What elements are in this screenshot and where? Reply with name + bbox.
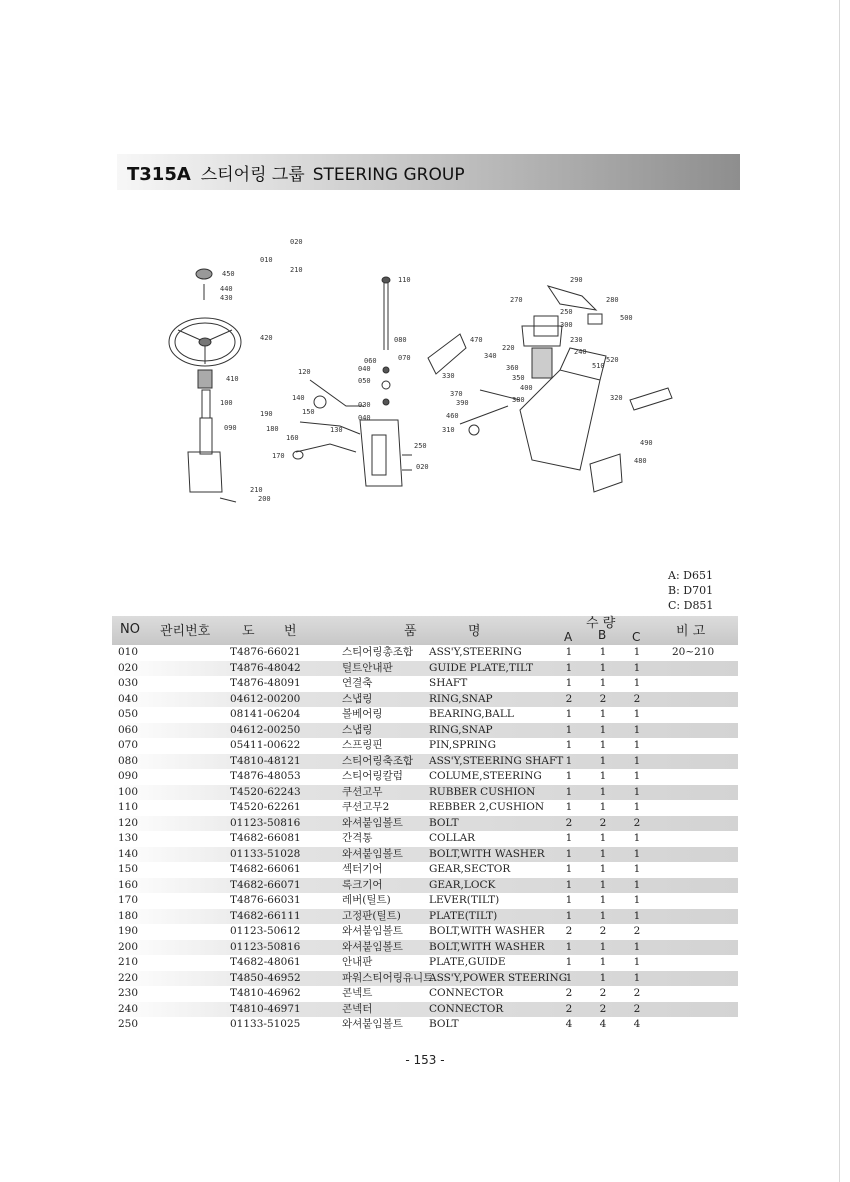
cell-no: 170 bbox=[118, 894, 139, 906]
header-part-no-1: 도 bbox=[242, 624, 255, 639]
svg-text:210: 210 bbox=[290, 266, 303, 274]
svg-text:320: 320 bbox=[610, 394, 623, 402]
cell-no: 040 bbox=[118, 692, 139, 705]
svg-text:100: 100 bbox=[220, 399, 233, 407]
cell-qty-b: 1 bbox=[599, 785, 607, 798]
cell-no: 060 bbox=[118, 723, 139, 736]
cell-part-number: T4876-66031 bbox=[230, 894, 301, 906]
cell-name-korean: 스티어링칼럼 bbox=[342, 770, 403, 782]
cell-name-korean: 섹터기어 bbox=[342, 863, 383, 875]
svg-text:050: 050 bbox=[358, 377, 371, 385]
cell-qty-a: 1 bbox=[565, 832, 573, 844]
cell-name-korean: 와셔붙임볼트 bbox=[342, 847, 403, 860]
table-row bbox=[112, 940, 738, 956]
cell-name-english: ASS'Y,POWER STEERING bbox=[429, 971, 568, 984]
cell-part-number: T4850-46952 bbox=[230, 971, 301, 984]
svg-text:250: 250 bbox=[560, 308, 573, 316]
svg-text:520: 520 bbox=[606, 356, 619, 364]
svg-text:150: 150 bbox=[302, 408, 315, 416]
table-row bbox=[112, 955, 738, 971]
cell-part-number: T4876-66021 bbox=[230, 646, 301, 658]
cell-qty-a: 2 bbox=[565, 987, 573, 999]
cell-qty-c: 1 bbox=[633, 863, 641, 875]
cell-name-english: REBBER 2,CUSHION bbox=[429, 801, 545, 813]
cell-name-english: GEAR,SECTOR bbox=[429, 863, 511, 875]
table-row bbox=[112, 862, 738, 878]
legend-item: C: D851 bbox=[668, 599, 714, 612]
svg-text:280: 280 bbox=[606, 296, 619, 304]
cell-qty-c: 2 bbox=[633, 1002, 641, 1015]
cell-name-korean: 와셔붙임볼트 bbox=[342, 925, 403, 937]
cell-qty-a: 1 bbox=[565, 878, 573, 891]
table-row bbox=[112, 1017, 738, 1033]
svg-text:430: 430 bbox=[220, 294, 233, 302]
table-row bbox=[112, 816, 738, 832]
table-row bbox=[112, 723, 738, 739]
cell-name-korean: 스냅링 bbox=[342, 723, 373, 736]
svg-text:040: 040 bbox=[358, 414, 371, 422]
svg-text:210: 210 bbox=[250, 486, 263, 494]
cell-name-english: CONNECTOR bbox=[429, 1002, 504, 1015]
cell-qty-b: 1 bbox=[599, 956, 607, 968]
table-row bbox=[112, 800, 738, 816]
svg-text:020: 020 bbox=[290, 238, 303, 246]
table-row bbox=[112, 971, 738, 987]
cell-part-number: 04612-00200 bbox=[230, 692, 301, 705]
table-row bbox=[112, 847, 738, 863]
table-row bbox=[112, 785, 738, 801]
model-legend bbox=[668, 568, 713, 613]
header-a: A bbox=[564, 630, 573, 644]
group-code: T315A bbox=[127, 164, 191, 185]
cell-qty-c: 1 bbox=[633, 723, 641, 736]
cell-part-number: 01133-51025 bbox=[230, 1018, 301, 1030]
cell-qty-b: 1 bbox=[599, 770, 607, 782]
header-c: C bbox=[632, 630, 641, 644]
table-row bbox=[112, 738, 738, 754]
cell-no: 230 bbox=[118, 987, 139, 999]
svg-text:180: 180 bbox=[266, 425, 279, 433]
cell-name-korean: 스티어링총조합 bbox=[342, 646, 414, 658]
section-header bbox=[117, 154, 740, 190]
cell-qty-c: 1 bbox=[633, 894, 641, 906]
cell-qty-b: 1 bbox=[599, 909, 607, 922]
cell-name-korean: 틸트안내판 bbox=[342, 661, 393, 674]
cell-qty-b: 1 bbox=[599, 739, 607, 751]
cell-qty-b: 1 bbox=[599, 832, 607, 844]
svg-text:360: 360 bbox=[506, 364, 519, 372]
svg-text:410: 410 bbox=[226, 375, 239, 383]
cell-name-korean: 간격통 bbox=[342, 832, 373, 844]
cell-name-english: BOLT,WITH WASHER bbox=[429, 925, 545, 937]
cell-qty-c: 1 bbox=[633, 646, 641, 658]
cell-qty-a: 1 bbox=[565, 894, 573, 906]
cell-qty-a: 1 bbox=[565, 708, 573, 720]
table-row bbox=[112, 707, 738, 723]
cell-qty-b: 1 bbox=[599, 894, 607, 906]
cell-qty-a: 1 bbox=[565, 646, 573, 658]
cell-part-number: 05411-00622 bbox=[230, 739, 301, 751]
svg-text:120: 120 bbox=[298, 368, 311, 376]
cell-qty-b: 1 bbox=[599, 754, 607, 767]
table-header bbox=[112, 616, 738, 645]
cell-qty-b: 1 bbox=[599, 723, 607, 736]
cell-name-english: RUBBER CUSHION bbox=[429, 785, 536, 798]
header-part-no-2: 번 bbox=[284, 624, 297, 639]
svg-text:060: 060 bbox=[364, 357, 377, 365]
cell-name-korean: 록크기어 bbox=[342, 878, 383, 891]
cell-qty-a: 1 bbox=[565, 801, 573, 813]
cell-qty-c: 2 bbox=[633, 816, 641, 829]
cell-qty-a: 1 bbox=[565, 971, 573, 984]
svg-text:400: 400 bbox=[520, 384, 533, 392]
cell-no: 050 bbox=[118, 708, 139, 720]
svg-text:480: 480 bbox=[634, 457, 647, 465]
cell-part-number: T4520-62243 bbox=[230, 785, 301, 798]
cell-qty-a: 2 bbox=[565, 1002, 573, 1015]
cell-qty-c: 1 bbox=[633, 770, 641, 782]
cell-qty-b: 1 bbox=[599, 677, 607, 689]
table-row bbox=[112, 676, 738, 692]
cell-name-korean: 쿠션고무 bbox=[342, 785, 383, 798]
cell-qty-a: 1 bbox=[565, 940, 573, 953]
cell-qty-c: 2 bbox=[633, 925, 641, 937]
cell-name-korean: 와셔붙임볼트 bbox=[342, 1018, 403, 1030]
cell-no: 090 bbox=[118, 770, 139, 782]
cell-qty-c: 1 bbox=[633, 677, 641, 689]
svg-text:290: 290 bbox=[570, 276, 583, 284]
table-row bbox=[112, 909, 738, 925]
cell-qty-c: 1 bbox=[633, 971, 641, 984]
cell-part-number: T4682-66061 bbox=[230, 863, 301, 875]
cell-name-english: PLATE,GUIDE bbox=[429, 956, 506, 968]
cell-qty-c: 4 bbox=[633, 1018, 641, 1030]
cell-qty-b: 1 bbox=[599, 801, 607, 813]
cell-no: 200 bbox=[118, 940, 139, 953]
cell-name-english: RING,SNAP bbox=[429, 723, 493, 736]
cell-part-number: T4810-48121 bbox=[230, 754, 301, 767]
cell-qty-b: 1 bbox=[599, 646, 607, 658]
cell-name-english: ASS'Y,STEERING bbox=[429, 646, 522, 658]
cell-part-number: 08141-06204 bbox=[230, 708, 301, 720]
cell-part-number: T4876-48091 bbox=[230, 677, 301, 689]
cell-part-number: 04612-00250 bbox=[230, 723, 301, 736]
svg-text:110: 110 bbox=[398, 276, 411, 284]
cell-no: 070 bbox=[118, 739, 139, 751]
cell-name-korean: 스프링핀 bbox=[342, 739, 383, 751]
cell-qty-b: 2 bbox=[599, 925, 607, 937]
svg-text:170: 170 bbox=[272, 452, 285, 460]
cell-part-number: 01133-51028 bbox=[230, 847, 301, 860]
cell-no: 240 bbox=[118, 1002, 139, 1015]
cell-name-korean: 쿠션고무2 bbox=[342, 801, 390, 813]
header-mgmt: 관리번호 bbox=[160, 624, 211, 639]
cell-part-number: T4810-46971 bbox=[230, 1002, 301, 1015]
cell-name-english: BOLT,WITH WASHER bbox=[429, 940, 545, 953]
svg-text:450: 450 bbox=[222, 270, 235, 278]
cell-no: 080 bbox=[118, 754, 139, 767]
cell-qty-c: 1 bbox=[633, 739, 641, 751]
svg-text:230: 230 bbox=[570, 336, 583, 344]
cell-name-korean: 연결축 bbox=[342, 677, 373, 689]
cell-no: 100 bbox=[118, 785, 139, 798]
svg-text:500: 500 bbox=[620, 314, 633, 322]
cell-part-number: 01123-50816 bbox=[230, 816, 301, 829]
cell-no: 190 bbox=[118, 925, 139, 937]
svg-text:250: 250 bbox=[414, 442, 427, 450]
table-row bbox=[112, 692, 738, 708]
svg-text:130: 130 bbox=[330, 426, 343, 434]
cell-qty-a: 4 bbox=[565, 1018, 573, 1030]
cell-no: 010 bbox=[118, 646, 139, 658]
header-b: B bbox=[598, 628, 607, 642]
cell-qty-c: 2 bbox=[633, 692, 641, 705]
svg-text:020: 020 bbox=[416, 463, 429, 471]
cell-qty-c: 1 bbox=[633, 878, 641, 891]
cell-qty-a: 1 bbox=[565, 661, 573, 674]
title-english: STEERING GROUP bbox=[312, 165, 465, 185]
cell-qty-b: 1 bbox=[599, 847, 607, 860]
cell-qty-c: 1 bbox=[633, 832, 641, 844]
cell-no: 120 bbox=[118, 816, 139, 829]
cell-qty-c: 1 bbox=[633, 754, 641, 767]
cell-name-english: BOLT,WITH WASHER bbox=[429, 847, 545, 860]
cell-part-number: 01123-50612 bbox=[230, 925, 301, 937]
header-qty: 수 량 bbox=[586, 616, 616, 631]
cell-qty-b: 1 bbox=[599, 708, 607, 720]
cell-name-english: PIN,SPRING bbox=[429, 739, 496, 751]
title-korean: 스티어링 그룹 bbox=[200, 165, 305, 185]
cell-name-korean: 레버(틸트) bbox=[342, 894, 391, 906]
cell-qty-b: 2 bbox=[599, 1002, 607, 1015]
header-name-2: 명 bbox=[468, 624, 481, 639]
cell-qty-b: 4 bbox=[599, 1018, 607, 1030]
cell-name-korean: 스티어링축조합 bbox=[342, 754, 414, 767]
cell-name-english: BEARING,BALL bbox=[429, 708, 514, 720]
table-row bbox=[112, 924, 738, 940]
cell-name-korean: 스냅링 bbox=[342, 692, 373, 705]
cell-qty-c: 1 bbox=[633, 940, 641, 953]
svg-text:310: 310 bbox=[442, 426, 455, 434]
svg-text:090: 090 bbox=[224, 424, 237, 432]
svg-text:240: 240 bbox=[574, 348, 587, 356]
svg-text:190: 190 bbox=[260, 410, 273, 418]
svg-text:270: 270 bbox=[510, 296, 523, 304]
legend-item: B: D701 bbox=[668, 584, 714, 597]
table-row bbox=[112, 893, 738, 909]
svg-text:330: 330 bbox=[442, 372, 455, 380]
cell-name-english: GUIDE PLATE,TILT bbox=[429, 661, 534, 674]
cell-name-english: GEAR,LOCK bbox=[429, 878, 496, 891]
steering-exploded-diagram bbox=[160, 230, 680, 520]
cell-no: 150 bbox=[118, 863, 139, 875]
header-note: 비 고 bbox=[676, 624, 706, 639]
cell-qty-a: 2 bbox=[565, 816, 573, 829]
svg-text:040: 040 bbox=[358, 365, 371, 373]
table-row bbox=[112, 1002, 738, 1018]
cell-qty-b: 1 bbox=[599, 878, 607, 891]
header-name-1: 품 bbox=[404, 624, 417, 639]
cell-part-number: T4682-66111 bbox=[230, 909, 301, 922]
svg-text:010: 010 bbox=[260, 256, 273, 264]
cell-no: 250 bbox=[118, 1018, 139, 1030]
table-row bbox=[112, 986, 738, 1002]
cell-qty-c: 1 bbox=[633, 847, 641, 860]
cell-qty-a: 2 bbox=[565, 692, 573, 705]
svg-text:220: 220 bbox=[502, 344, 515, 352]
cell-name-english: RING,SNAP bbox=[429, 692, 493, 705]
svg-text:490: 490 bbox=[640, 439, 653, 447]
cell-qty-c: 2 bbox=[633, 987, 641, 999]
svg-text:380: 380 bbox=[512, 396, 525, 404]
cell-no: 020 bbox=[118, 661, 139, 674]
cell-name-korean: 와셔붙임볼트 bbox=[342, 816, 403, 829]
svg-text:340: 340 bbox=[484, 352, 497, 360]
cell-name-korean: 안내판 bbox=[342, 956, 373, 968]
cell-qty-a: 1 bbox=[565, 770, 573, 782]
cell-note: 20~210 bbox=[672, 646, 715, 658]
svg-text:200: 200 bbox=[258, 495, 271, 503]
cell-qty-a: 1 bbox=[565, 863, 573, 875]
header-no: NO bbox=[120, 622, 140, 637]
cell-part-number: T4682-66081 bbox=[230, 832, 301, 844]
cell-no: 030 bbox=[118, 677, 139, 689]
cell-qty-a: 1 bbox=[565, 739, 573, 751]
cell-part-number: T4682-66071 bbox=[230, 878, 301, 891]
cell-qty-a: 1 bbox=[565, 909, 573, 922]
cell-qty-a: 1 bbox=[565, 677, 573, 689]
cell-qty-b: 1 bbox=[599, 940, 607, 953]
cell-name-english: COLLAR bbox=[429, 832, 476, 844]
cell-qty-b: 2 bbox=[599, 987, 607, 999]
svg-text:030: 030 bbox=[358, 401, 371, 409]
cell-name-korean: 콘넥터 bbox=[342, 1002, 373, 1015]
cell-name-korean: 와셔붙임볼트 bbox=[342, 940, 403, 953]
page-title bbox=[127, 160, 465, 185]
cell-part-number: T4682-48061 bbox=[230, 956, 301, 968]
cell-qty-a: 1 bbox=[565, 723, 573, 736]
table-body bbox=[112, 645, 738, 1033]
table-row bbox=[112, 769, 738, 785]
cell-name-korean: 고정판(틸트) bbox=[342, 909, 401, 922]
cell-qty-c: 1 bbox=[633, 801, 641, 813]
table-row bbox=[112, 831, 738, 847]
cell-qty-c: 1 bbox=[633, 909, 641, 922]
cell-no: 140 bbox=[118, 847, 139, 860]
cell-qty-b: 1 bbox=[599, 661, 607, 674]
cell-no: 220 bbox=[118, 971, 139, 984]
table-row bbox=[112, 661, 738, 677]
cell-part-number: 01123-50816 bbox=[230, 940, 301, 953]
svg-text:070: 070 bbox=[398, 354, 411, 362]
cell-name-english: LEVER(TILT) bbox=[429, 894, 500, 906]
cell-no: 130 bbox=[118, 832, 139, 844]
cell-part-number: T4876-48042 bbox=[230, 661, 301, 674]
svg-text:460: 460 bbox=[446, 412, 459, 420]
table-row bbox=[112, 754, 738, 770]
parts-table bbox=[112, 616, 738, 1033]
cell-name-korean: 파워스티어링유니트 bbox=[342, 971, 434, 984]
page-number: - 153 - bbox=[405, 1053, 445, 1067]
svg-text:440: 440 bbox=[220, 285, 233, 293]
cell-qty-b: 2 bbox=[599, 692, 607, 705]
cell-qty-a: 1 bbox=[565, 754, 573, 767]
svg-text:160: 160 bbox=[286, 434, 299, 442]
cell-name-korean: 콘넥트 bbox=[342, 987, 373, 999]
cell-qty-c: 1 bbox=[633, 661, 641, 674]
cell-name-english: COLUME,STEERING bbox=[429, 770, 542, 782]
cell-qty-a: 1 bbox=[565, 847, 573, 860]
cell-no: 210 bbox=[118, 956, 139, 968]
svg-text:300: 300 bbox=[560, 321, 573, 329]
svg-text:350: 350 bbox=[512, 374, 525, 382]
table-row bbox=[112, 645, 738, 661]
svg-text:370: 370 bbox=[450, 390, 463, 398]
cell-part-number: T4520-62261 bbox=[230, 801, 301, 813]
cell-part-number: T4876-48053 bbox=[230, 770, 301, 782]
cell-part-number: T4810-46962 bbox=[230, 987, 301, 999]
svg-text:470: 470 bbox=[470, 336, 483, 344]
cell-qty-a: 1 bbox=[565, 956, 573, 968]
cell-qty-b: 1 bbox=[599, 971, 607, 984]
svg-text:140: 140 bbox=[292, 394, 305, 402]
cell-name-english: CONNECTOR bbox=[429, 987, 504, 999]
svg-text:080: 080 bbox=[394, 336, 407, 344]
table-row bbox=[112, 878, 738, 894]
cell-name-english: BOLT bbox=[429, 1018, 459, 1030]
page-edge bbox=[839, 0, 840, 1182]
legend-item: A: D651 bbox=[668, 569, 713, 582]
cell-qty-b: 2 bbox=[599, 816, 607, 829]
cell-no: 160 bbox=[118, 878, 139, 891]
svg-text:390: 390 bbox=[456, 399, 469, 407]
svg-text:420: 420 bbox=[260, 334, 273, 342]
cell-name-english: PLATE(TILT) bbox=[429, 909, 498, 922]
cell-qty-a: 1 bbox=[565, 785, 573, 798]
cell-name-english: SHAFT bbox=[429, 677, 468, 689]
cell-no: 180 bbox=[118, 909, 139, 922]
cell-qty-a: 2 bbox=[565, 925, 573, 937]
cell-name-korean: 볼베어링 bbox=[342, 708, 383, 720]
cell-qty-c: 1 bbox=[633, 708, 641, 720]
cell-no: 110 bbox=[118, 801, 139, 813]
cell-qty-c: 1 bbox=[633, 956, 641, 968]
cell-name-english: ASS'Y,STEERING SHAFT bbox=[429, 754, 564, 767]
cell-qty-c: 1 bbox=[633, 785, 641, 798]
cell-qty-b: 1 bbox=[599, 863, 607, 875]
svg-text:510: 510 bbox=[592, 362, 605, 370]
cell-name-english: BOLT bbox=[429, 816, 459, 829]
